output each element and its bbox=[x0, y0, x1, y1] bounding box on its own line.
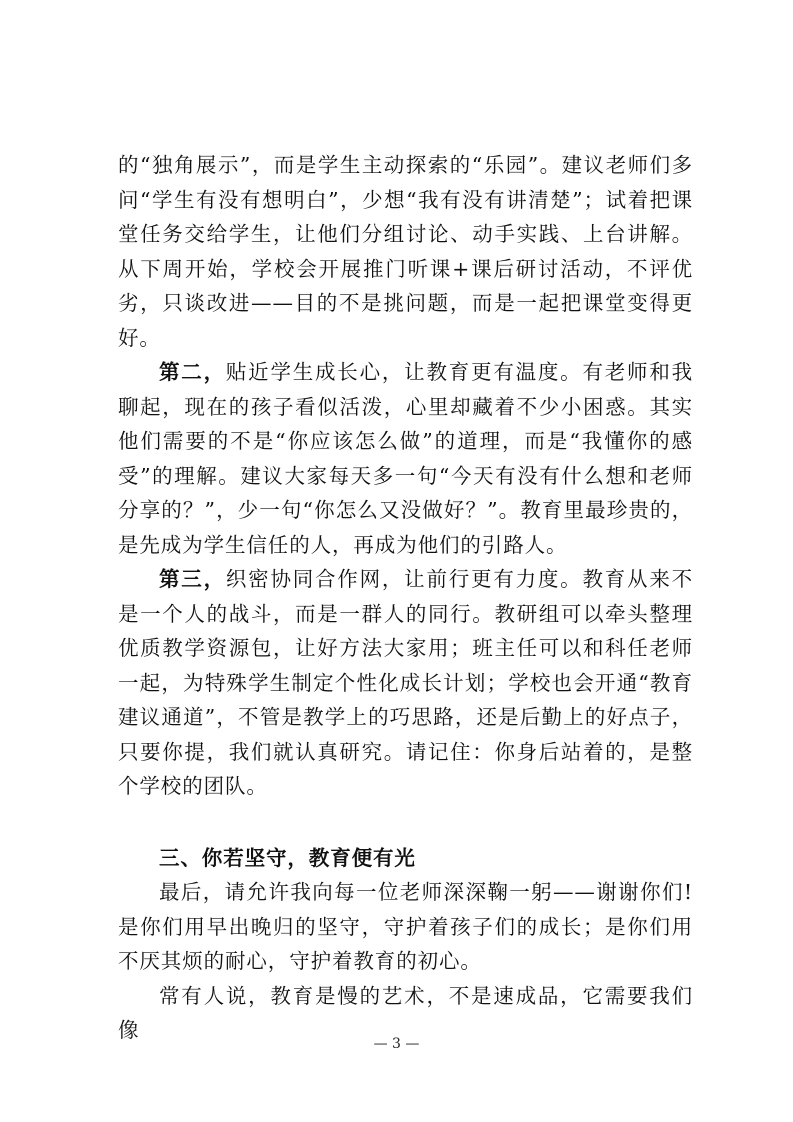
paragraph-thanks bbox=[118, 875, 693, 979]
paragraph-lead: 第二， bbox=[159, 360, 226, 384]
paragraph-third-point bbox=[118, 562, 693, 804]
paragraph-text: 织密协同合作网，让前行更有力度。教育从来不是一个人的战斗，而是一群人的同行。教研组可以牵头整理优质教学资源包，让好方法大家用；班主任可以和科任老师一起，为特殊学生制定个性化成长计划；学校也会开通“教育建议通道”，不管是教学上的巧思路，还是后勤上的好点子，只要你提，我们就认真研究。请记住：你身后站着的，是整个学校的团队。 bbox=[118, 567, 694, 798]
paragraph-continuation bbox=[118, 148, 693, 355]
document-body bbox=[118, 148, 693, 1048]
paragraph-text: 贴近学生成长心，让教育更有温度。有老师和我聊起，现在的孩子看似活泼，心里却藏着不少小困惑。其实他们需要的不是“你应该怎么做”的道理，而是“我懂你的感受”的理解。建议大家每天多一句“今天有没有什么想和老师分享的？”，少一句“你怎么又没做好？”。教育里最珍贵的，是先成为学生信任的人，再成为他们的引路人。 bbox=[118, 360, 694, 557]
paragraph-text: 的“独角展示”，而是学生主动探索的“乐园”。建议老师们多问“学生有没有想明白”，少想“我有没有讲清楚”；试着把课堂任务交给学生，让他们分组讨论、动手实践、上台讲解。从下周开始，学校会开展推门听课+课后研讨活动，不评优劣，只谈改进——目的不是挑问题，而是一起把课堂变得更好。 bbox=[118, 153, 693, 350]
section-heading: 三、你若坚守，教育便有光 bbox=[159, 845, 416, 870]
page-number: — 3 — bbox=[373, 1036, 420, 1052]
paragraph-text: 最后，请允许我向每一位老师深深鞠一躬——谢谢你们!是你们用早出晚归的坚守，守护着孩子们的成长；是你们用不厌其烦的耐心，守护着教育的初心。 bbox=[118, 880, 693, 973]
paragraph-lead: 第三， bbox=[159, 567, 226, 591]
paragraph-text: 常有人说，教育是慢的艺术，不是速成品，它需要我们像 bbox=[118, 983, 693, 1042]
paragraph-second-point bbox=[118, 355, 693, 562]
